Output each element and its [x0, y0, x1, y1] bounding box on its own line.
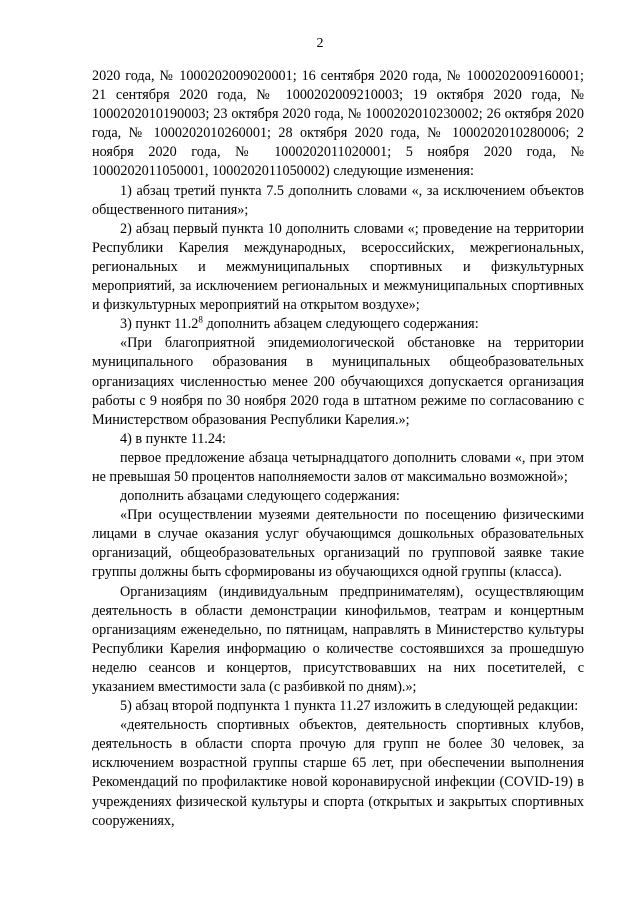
- paragraph-amendment-intro: 2020 года, № 1000202009020001; 16 сентября 2020 года, № 1000202009160001; 21 сентября 2020 года, № 1000202009210003; 19 октября 2020 года, № 1000202010190003; 23 октября 2020 года, № 1000202010230002; 26 октября 2020 года, № 1000202010260001; 28 октября 2020 года, № 1000202010280006; 2 ноября 2020 года, № 1000202011020001; 5 ноября 2020 года, № 1000202011050001, 1000202011050002) следующие изменения:: [92, 68, 584, 180]
- paragraph-item-5-quote: «деятельность спортивных объектов, деятельность спортивных клубов, деятельность в области спорта прочую для групп не более 30 человек, за исключением возрастной группы старше 65 лет, при обеспечении выполнения Рекомендаций по профилактике новой коронавирусной инфекции (COVID-19) в учреждениях физической культуры и спорта (открытых и закрытых спортивных сооружениях,: [92, 717, 584, 829]
- paragraph-item-5: 5) абзац второй подпункта 1 пункта 11.27 изложить в следующей редакции:: [120, 698, 579, 715]
- paragraph-item-4-museums: «При осуществлении музеями деятельности по посещению физическими лицами в случае оказания услуг обучающимся дошкольных образовательных организаций, общеобразовательных организаций по групповой заявке такие группы должны быть сформированы из обучающихся одной группы (класса).: [92, 507, 584, 581]
- page-number: 2: [316, 36, 324, 51]
- paragraph-item-4-add: дополнить абзацами следующего содержания:: [120, 488, 400, 505]
- paragraph-item-4-first-sentence: первое предложение абзаца четырнадцатого дополнить словами «, при этом не превышая 50 процентов наполняемости залов от максимально возможной»;: [92, 449, 584, 485]
- paragraph-item-4: 4) в пункте 11.24:: [120, 430, 226, 447]
- paragraph-item-1: 1) абзац третий пункта 7.5 дополнить словами «, за исключением объектов общественного питания»;: [92, 182, 584, 218]
- item-3-text-after: дополнить абзацем следующего содержания:: [202, 316, 479, 333]
- item-3-text-before: 3) пункт 11.2: [120, 316, 199, 333]
- paragraph-item-2: 2) абзац первый пункта 10 дополнить словами «; проведение на территории Республики Карелия международных, всероссийских, межрегиональных, региональных и межмуниципальных спортивных и физкультурных мероприятий, за исключением региональных и межмуниципальных спортивных и физкультурных мероприятий на открытом воздухе»;: [92, 220, 584, 314]
- paragraph-item-4-organizations: Организациям (индивидуальным предпринимателям), осуществляющим деятельность в области демонстрации кинофильмов, театрам и концертным организациям еженедельно, по пятницам, направлять в Министерство культуры Республики Карелия информацию о количестве состоявшихся за прошедшую неделю сеансов и концертов, присутствовавших на них посетителей, с указанием вместимости зала (с разбивкой по дням).»;: [92, 583, 584, 695]
- document-body: [92, 67, 584, 831]
- paragraph-item-3: [92, 315, 584, 334]
- paragraph-item-3-quote: «При благоприятной эпидемиологической обстановке на территории муниципального образования в муниципальных общеобразовательных организациях численностью менее 200 обучающихся допускается организация работы с 9 ноября по 30 ноября 2020 года в штатном режиме по согласованию с Министерством образования Республики Карелия.»;: [92, 335, 584, 428]
- item-3-superscript: 8: [198, 314, 203, 325]
